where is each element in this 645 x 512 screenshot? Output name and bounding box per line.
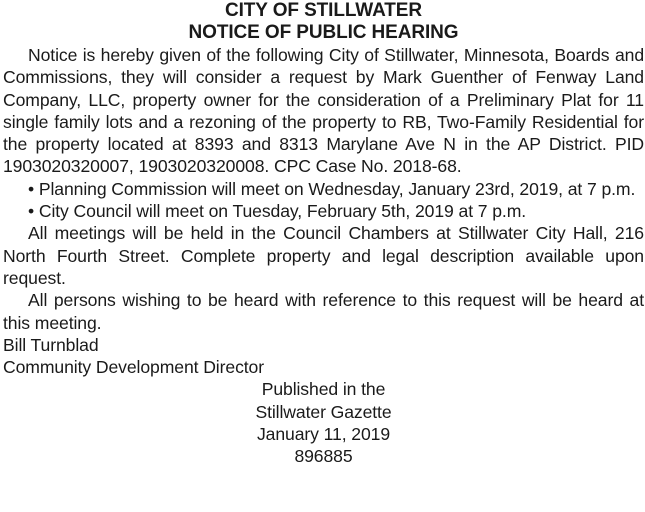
city-council-bullet: • City Council will meet on Tuesday, February 5th, 2019 at 7 p.m.: [28, 201, 527, 222]
notice-heading-title: NOTICE OF PUBLIC HEARING: [188, 22, 459, 43]
published-in-label: Published in the: [261, 379, 386, 400]
publication-number: 896885: [294, 446, 353, 467]
notice-heading-city: CITY OF STILLWATER: [225, 0, 422, 21]
planning-commission-bullet: • Planning Commission will meet on Wednesday, January 23rd, 2019, at 7 p.m.: [28, 178, 636, 199]
meetings-location-paragraph: All meetings will be held in the Council Chambers at Stillwater City Hall, 216 North Fourth Street. Complete property and legal description available upon request.: [3, 223, 644, 288]
publication-date: January 11, 2019: [256, 424, 391, 445]
persons-heard-paragraph: All persons wishing to be heard with reference to this request will be heard at this meeting.: [3, 290, 644, 333]
publication-info: [3, 378, 644, 467]
signature-title: Community Development Director: [3, 357, 264, 378]
notice-intro-paragraph: Notice is hereby given of the following City of Stillwater, Minnesota, Boards and Commissions, they will consider a request by Mark Guenther of Fenway Land Company, LLC, property owner for the consideration of a Preliminary Plat for 11 single family lots and a rezoning of the property to RB, Two-Family Residential for the property located at 8393 and 8313 Marylane Ave N in the AP District. PID 1903020320007, 1903020320008. CPC Case No. 2018-68.: [3, 45, 644, 177]
publication-name: Stillwater Gazette: [255, 401, 392, 422]
public-notice: [3, 0, 644, 468]
signature-name: Bill Turnblad: [3, 334, 99, 355]
